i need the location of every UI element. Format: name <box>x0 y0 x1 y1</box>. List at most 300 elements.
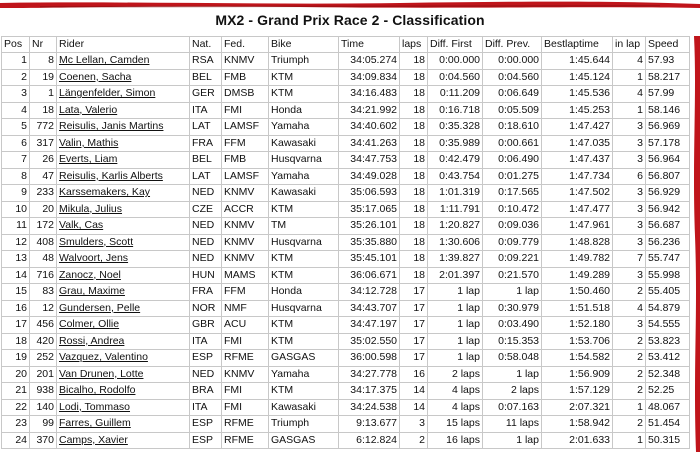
cell-in-lap: 4 <box>613 53 646 70</box>
cell-diff-first: 1:11.791 <box>428 201 483 218</box>
cell-nat: NED <box>190 234 222 251</box>
table-row <box>2 432 690 449</box>
cell-fed: NMF <box>222 300 269 317</box>
cell-diff-prev: 0:58.048 <box>483 350 542 367</box>
cell-speed: 56.929 <box>646 185 690 202</box>
column-header-nr: Nr <box>30 37 57 53</box>
cell-pos: 11 <box>2 218 30 235</box>
cell-laps: 17 <box>400 350 428 367</box>
cell-rider[interactable]: Mikula, Julius <box>57 201 190 218</box>
table-row <box>2 383 690 400</box>
cell-nr: 47 <box>30 168 57 185</box>
cell-nr: 938 <box>30 383 57 400</box>
cell-diff-prev: 1 lap <box>483 284 542 301</box>
cell-bestlaptime: 1:45.536 <box>542 86 613 103</box>
cell-nr: 8 <box>30 53 57 70</box>
cell-laps: 18 <box>400 152 428 169</box>
cell-laps: 18 <box>400 135 428 152</box>
cell-nr: 12 <box>30 300 57 317</box>
cell-fed: RFME <box>222 350 269 367</box>
cell-nat: NED <box>190 218 222 235</box>
column-header-diff-prev: Diff. Prev. <box>483 37 542 53</box>
cell-speed: 48.067 <box>646 399 690 416</box>
cell-in-lap: 1 <box>613 399 646 416</box>
cell-bestlaptime: 1:47.734 <box>542 168 613 185</box>
cell-bike: Yamaha <box>269 366 339 383</box>
cell-pos: 9 <box>2 185 30 202</box>
cell-diff-prev: 1 lap <box>483 366 542 383</box>
column-header-nat: Nat. <box>190 37 222 53</box>
side-brush-stroke <box>689 36 700 452</box>
table-row <box>2 416 690 433</box>
cell-in-lap: 3 <box>613 317 646 334</box>
cell-diff-first: 0:16.718 <box>428 102 483 119</box>
table-row <box>2 284 690 301</box>
cell-laps: 18 <box>400 119 428 136</box>
cell-bike: Yamaha <box>269 168 339 185</box>
cell-bestlaptime: 1:49.289 <box>542 267 613 284</box>
cell-nr: 172 <box>30 218 57 235</box>
cell-laps: 14 <box>400 383 428 400</box>
cell-diff-prev: 0:01.275 <box>483 168 542 185</box>
cell-laps: 16 <box>400 366 428 383</box>
cell-pos: 1 <box>2 53 30 70</box>
cell-time: 34:24.538 <box>339 399 400 416</box>
column-header-speed: Speed <box>646 37 690 53</box>
cell-time: 36:00.598 <box>339 350 400 367</box>
cell-rider[interactable]: Bicalho, Rodolfo <box>57 383 190 400</box>
cell-fed: KNMV <box>222 185 269 202</box>
cell-in-lap: 2 <box>613 284 646 301</box>
cell-speed: 55.998 <box>646 267 690 284</box>
cell-pos: 21 <box>2 383 30 400</box>
cell-nat: HUN <box>190 267 222 284</box>
cell-diff-first: 0:04.560 <box>428 69 483 86</box>
cell-time: 34:12.728 <box>339 284 400 301</box>
cell-laps: 14 <box>400 399 428 416</box>
cell-fed: LAMSF <box>222 168 269 185</box>
cell-nat: GER <box>190 86 222 103</box>
cell-laps: 18 <box>400 251 428 268</box>
column-header-bestlaptime: Bestlaptime <box>542 37 613 53</box>
cell-nr: 48 <box>30 251 57 268</box>
cell-nr: 772 <box>30 119 57 136</box>
cell-diff-prev: 11 laps <box>483 416 542 433</box>
cell-time: 34:27.778 <box>339 366 400 383</box>
cell-speed: 58.217 <box>646 69 690 86</box>
cell-in-lap: 3 <box>613 135 646 152</box>
cell-diff-first: 1 lap <box>428 333 483 350</box>
cell-in-lap: 3 <box>613 267 646 284</box>
cell-pos: 16 <box>2 300 30 317</box>
cell-in-lap: 1 <box>613 69 646 86</box>
table-header-row <box>2 37 690 53</box>
cell-time: 35:45.101 <box>339 251 400 268</box>
cell-bestlaptime: 1:51.518 <box>542 300 613 317</box>
cell-fed: LAMSF <box>222 119 269 136</box>
cell-diff-prev: 0:17.565 <box>483 185 542 202</box>
cell-fed: FMI <box>222 383 269 400</box>
cell-diff-first: 1:30.606 <box>428 234 483 251</box>
cell-time: 34:47.753 <box>339 152 400 169</box>
cell-diff-first: 1 lap <box>428 317 483 334</box>
cell-rider[interactable]: Van Drunen, Lotte <box>57 366 190 383</box>
table-row <box>2 69 690 86</box>
cell-speed: 54.555 <box>646 317 690 334</box>
cell-bestlaptime: 1:53.706 <box>542 333 613 350</box>
cell-rider[interactable]: Mc Lellan, Camden <box>57 53 190 70</box>
cell-bestlaptime: 1:57.129 <box>542 383 613 400</box>
cell-speed: 50.315 <box>646 432 690 449</box>
cell-rider[interactable]: Reisulis, Karlis Alberts <box>57 168 190 185</box>
cell-diff-first: 1 lap <box>428 284 483 301</box>
cell-diff-prev: 0:09.221 <box>483 251 542 268</box>
cell-time: 34:09.834 <box>339 69 400 86</box>
cell-rider[interactable]: Grau, Maxime <box>57 284 190 301</box>
cell-fed: FMI <box>222 399 269 416</box>
cell-rider[interactable]: Längenfelder, Simon <box>57 86 190 103</box>
table-row <box>2 119 690 136</box>
cell-bike: Husqvarna <box>269 300 339 317</box>
cell-fed: FFM <box>222 135 269 152</box>
cell-nr: 1 <box>30 86 57 103</box>
cell-fed: KNMV <box>222 53 269 70</box>
cell-bestlaptime: 1:47.961 <box>542 218 613 235</box>
cell-time: 34:16.483 <box>339 86 400 103</box>
cell-rider[interactable]: Farres, Guillem <box>57 416 190 433</box>
cell-nat: GBR <box>190 317 222 334</box>
cell-laps: 18 <box>400 267 428 284</box>
cell-pos: 15 <box>2 284 30 301</box>
cell-fed: KNMV <box>222 234 269 251</box>
cell-speed: 55.747 <box>646 251 690 268</box>
cell-nr: 716 <box>30 267 57 284</box>
cell-rider[interactable]: Colmer, Ollie <box>57 317 190 334</box>
cell-diff-first: 0:11.209 <box>428 86 483 103</box>
cell-bestlaptime: 1:47.477 <box>542 201 613 218</box>
cell-nat: ITA <box>190 399 222 416</box>
cell-fed: KNMV <box>222 218 269 235</box>
table-row <box>2 399 690 416</box>
cell-pos: 12 <box>2 234 30 251</box>
cell-nr: 18 <box>30 102 57 119</box>
cell-pos: 8 <box>2 168 30 185</box>
cell-laps: 17 <box>400 333 428 350</box>
cell-bike: Honda <box>269 284 339 301</box>
cell-rider[interactable]: Camps, Xavier <box>57 432 190 449</box>
cell-bike: KTM <box>269 86 339 103</box>
cell-nat: ITA <box>190 102 222 119</box>
cell-fed: FMB <box>222 152 269 169</box>
cell-fed: RFME <box>222 416 269 433</box>
cell-speed: 56.236 <box>646 234 690 251</box>
cell-pos: 23 <box>2 416 30 433</box>
cell-speed: 52.348 <box>646 366 690 383</box>
cell-bike: Kawasaki <box>269 185 339 202</box>
cell-time: 35:35.880 <box>339 234 400 251</box>
cell-diff-prev: 0:21.570 <box>483 267 542 284</box>
cell-rider[interactable]: Zanocz, Noel <box>57 267 190 284</box>
cell-pos: 13 <box>2 251 30 268</box>
table-row <box>2 102 690 119</box>
cell-nr: 370 <box>30 432 57 449</box>
cell-in-lap: 3 <box>613 218 646 235</box>
cell-diff-first: 15 laps <box>428 416 483 433</box>
cell-in-lap: 3 <box>613 119 646 136</box>
cell-diff-prev: 0:03.490 <box>483 317 542 334</box>
cell-bike: Honda <box>269 102 339 119</box>
cell-rider[interactable]: Gundersen, Pelle <box>57 300 190 317</box>
cell-in-lap: 1 <box>613 432 646 449</box>
cell-bike: Triumph <box>269 416 339 433</box>
cell-fed: KNMV <box>222 366 269 383</box>
cell-bike: KTM <box>269 383 339 400</box>
cell-nr: 26 <box>30 152 57 169</box>
cell-bike: GASGAS <box>269 432 339 449</box>
cell-bestlaptime: 1:50.460 <box>542 284 613 301</box>
cell-rider[interactable]: Lata, Valerio <box>57 102 190 119</box>
column-header-diff-first: Diff. First <box>428 37 483 53</box>
cell-pos: 7 <box>2 152 30 169</box>
cell-pos: 5 <box>2 119 30 136</box>
cell-diff-prev: 0:06.649 <box>483 86 542 103</box>
cell-nr: 233 <box>30 185 57 202</box>
cell-laps: 18 <box>400 234 428 251</box>
cell-diff-prev: 0:06.490 <box>483 152 542 169</box>
cell-diff-first: 0:43.754 <box>428 168 483 185</box>
cell-diff-first: 1:39.827 <box>428 251 483 268</box>
classification-table <box>1 36 690 449</box>
cell-laps: 3 <box>400 416 428 433</box>
cell-nr: 201 <box>30 366 57 383</box>
cell-diff-first: 1 lap <box>428 300 483 317</box>
cell-nat: LAT <box>190 168 222 185</box>
page-title: MX2 - Grand Prix Race 2 - Classification <box>215 12 485 28</box>
cell-speed: 56.687 <box>646 218 690 235</box>
cell-bike: Kawasaki <box>269 135 339 152</box>
cell-laps: 18 <box>400 53 428 70</box>
cell-time: 34:05.274 <box>339 53 400 70</box>
cell-nat: ESP <box>190 350 222 367</box>
cell-nr: 99 <box>30 416 57 433</box>
cell-rider[interactable]: Valin, Mathis <box>57 135 190 152</box>
cell-bike: TM <box>269 218 339 235</box>
cell-pos: 24 <box>2 432 30 449</box>
cell-nat: RSA <box>190 53 222 70</box>
cell-diff-first: 1:01.319 <box>428 185 483 202</box>
cell-rider[interactable]: Karssemakers, Kay <box>57 185 190 202</box>
cell-laps: 2 <box>400 432 428 449</box>
cell-fed: FMB <box>222 69 269 86</box>
cell-speed: 57.178 <box>646 135 690 152</box>
cell-time: 35:02.550 <box>339 333 400 350</box>
cell-in-lap: 4 <box>613 86 646 103</box>
cell-in-lap: 2 <box>613 366 646 383</box>
table-row <box>2 251 690 268</box>
cell-fed: MAMS <box>222 267 269 284</box>
table-row <box>2 333 690 350</box>
cell-diff-prev: 0:09.036 <box>483 218 542 235</box>
cell-rider[interactable]: Everts, Liam <box>57 152 190 169</box>
cell-time: 6:12.824 <box>339 432 400 449</box>
cell-speed: 51.454 <box>646 416 690 433</box>
cell-rider[interactable]: Rossi, Andrea <box>57 333 190 350</box>
cell-laps: 18 <box>400 201 428 218</box>
table-row <box>2 366 690 383</box>
cell-nat: NED <box>190 185 222 202</box>
cell-speed: 56.969 <box>646 119 690 136</box>
cell-pos: 19 <box>2 350 30 367</box>
cell-in-lap: 2 <box>613 416 646 433</box>
cell-bestlaptime: 1:47.035 <box>542 135 613 152</box>
table-row <box>2 168 690 185</box>
cell-diff-prev: 0:07.163 <box>483 399 542 416</box>
cell-pos: 6 <box>2 135 30 152</box>
cell-diff-first: 1:20.827 <box>428 218 483 235</box>
cell-rider[interactable]: Lodi, Tommaso <box>57 399 190 416</box>
cell-bike: Husqvarna <box>269 152 339 169</box>
cell-bike: Yamaha <box>269 119 339 136</box>
cell-pos: 2 <box>2 69 30 86</box>
cell-bike: Triumph <box>269 53 339 70</box>
cell-time: 34:41.263 <box>339 135 400 152</box>
cell-fed: DMSB <box>222 86 269 103</box>
cell-diff-prev: 2 laps <box>483 383 542 400</box>
cell-bike: KTM <box>269 317 339 334</box>
table-row <box>2 234 690 251</box>
table-row <box>2 267 690 284</box>
cell-bike: KTM <box>269 201 339 218</box>
cell-rider[interactable]: Smulders, Scott <box>57 234 190 251</box>
cell-bestlaptime: 1:49.782 <box>542 251 613 268</box>
table-row <box>2 317 690 334</box>
cell-diff-first: 2:01.397 <box>428 267 483 284</box>
cell-nat: BEL <box>190 69 222 86</box>
cell-time: 34:17.375 <box>339 383 400 400</box>
cell-nr: 20 <box>30 201 57 218</box>
cell-laps: 18 <box>400 185 428 202</box>
table-row <box>2 350 690 367</box>
cell-in-lap: 7 <box>613 251 646 268</box>
cell-bike: Kawasaki <box>269 399 339 416</box>
cell-pos: 4 <box>2 102 30 119</box>
cell-bestlaptime: 1:56.909 <box>542 366 613 383</box>
cell-nr: 456 <box>30 317 57 334</box>
cell-bestlaptime: 2:07.321 <box>542 399 613 416</box>
cell-speed: 58.146 <box>646 102 690 119</box>
cell-fed: ACU <box>222 317 269 334</box>
table-row <box>2 300 690 317</box>
cell-nr: 140 <box>30 399 57 416</box>
cell-bestlaptime: 1:52.180 <box>542 317 613 334</box>
cell-bestlaptime: 2:01.633 <box>542 432 613 449</box>
cell-nat: ESP <box>190 432 222 449</box>
cell-bestlaptime: 1:47.427 <box>542 119 613 136</box>
cell-rider[interactable]: Reisulis, Janis Martins <box>57 119 190 136</box>
column-header-rider: Rider <box>57 37 190 53</box>
cell-bestlaptime: 1:45.253 <box>542 102 613 119</box>
cell-diff-first: 4 laps <box>428 399 483 416</box>
cell-speed: 55.405 <box>646 284 690 301</box>
cell-bike: GASGAS <box>269 350 339 367</box>
cell-laps: 18 <box>400 168 428 185</box>
cell-nr: 317 <box>30 135 57 152</box>
column-header-bike: Bike <box>269 37 339 53</box>
cell-nr: 83 <box>30 284 57 301</box>
cell-time: 35:26.101 <box>339 218 400 235</box>
cell-speed: 53.823 <box>646 333 690 350</box>
cell-speed: 56.964 <box>646 152 690 169</box>
cell-pos: 3 <box>2 86 30 103</box>
cell-in-lap: 3 <box>613 152 646 169</box>
column-header-laps: laps <box>400 37 428 53</box>
cell-speed: 56.807 <box>646 168 690 185</box>
cell-rider[interactable]: Vazquez, Valentino <box>57 350 190 367</box>
column-header-fed: Fed. <box>222 37 269 53</box>
cell-in-lap: 2 <box>613 333 646 350</box>
cell-laps: 18 <box>400 102 428 119</box>
cell-diff-first: 2 laps <box>428 366 483 383</box>
cell-in-lap: 3 <box>613 185 646 202</box>
cell-time: 34:43.707 <box>339 300 400 317</box>
column-header-in-lap: in lap <box>613 37 646 53</box>
cell-in-lap: 6 <box>613 168 646 185</box>
cell-diff-first: 0:35.989 <box>428 135 483 152</box>
cell-diff-prev: 1 lap <box>483 432 542 449</box>
cell-rider[interactable]: Coenen, Sacha <box>57 69 190 86</box>
cell-bike: KTM <box>269 251 339 268</box>
cell-nat: FRA <box>190 135 222 152</box>
cell-rider[interactable]: Walvoort, Jens <box>57 251 190 268</box>
cell-bestlaptime: 1:48.828 <box>542 234 613 251</box>
cell-time: 36:06.671 <box>339 267 400 284</box>
cell-fed: FMI <box>222 102 269 119</box>
cell-nat: ITA <box>190 333 222 350</box>
table-row <box>2 201 690 218</box>
cell-diff-first: 0:42.479 <box>428 152 483 169</box>
cell-laps: 18 <box>400 69 428 86</box>
cell-fed: FFM <box>222 284 269 301</box>
cell-nat: ESP <box>190 416 222 433</box>
cell-nat: FRA <box>190 284 222 301</box>
cell-laps: 17 <box>400 284 428 301</box>
cell-time: 35:06.593 <box>339 185 400 202</box>
cell-bestlaptime: 1:45.644 <box>542 53 613 70</box>
cell-diff-prev: 0:00.661 <box>483 135 542 152</box>
table-row <box>2 218 690 235</box>
cell-pos: 17 <box>2 317 30 334</box>
column-header-pos: Pos <box>2 37 30 53</box>
cell-time: 34:21.992 <box>339 102 400 119</box>
cell-laps: 17 <box>400 317 428 334</box>
cell-rider[interactable]: Valk, Cas <box>57 218 190 235</box>
cell-speed: 53.412 <box>646 350 690 367</box>
cell-diff-first: 16 laps <box>428 432 483 449</box>
cell-fed: FMI <box>222 333 269 350</box>
cell-bestlaptime: 1:54.582 <box>542 350 613 367</box>
cell-time: 34:47.197 <box>339 317 400 334</box>
cell-diff-first: 4 laps <box>428 383 483 400</box>
cell-nat: LAT <box>190 119 222 136</box>
cell-bestlaptime: 1:45.124 <box>542 69 613 86</box>
cell-nat: NED <box>190 366 222 383</box>
cell-speed: 54.879 <box>646 300 690 317</box>
cell-nat: NED <box>190 251 222 268</box>
cell-in-lap: 3 <box>613 234 646 251</box>
cell-in-lap: 1 <box>613 102 646 119</box>
cell-nat: NOR <box>190 300 222 317</box>
cell-diff-prev: 0:00.000 <box>483 53 542 70</box>
